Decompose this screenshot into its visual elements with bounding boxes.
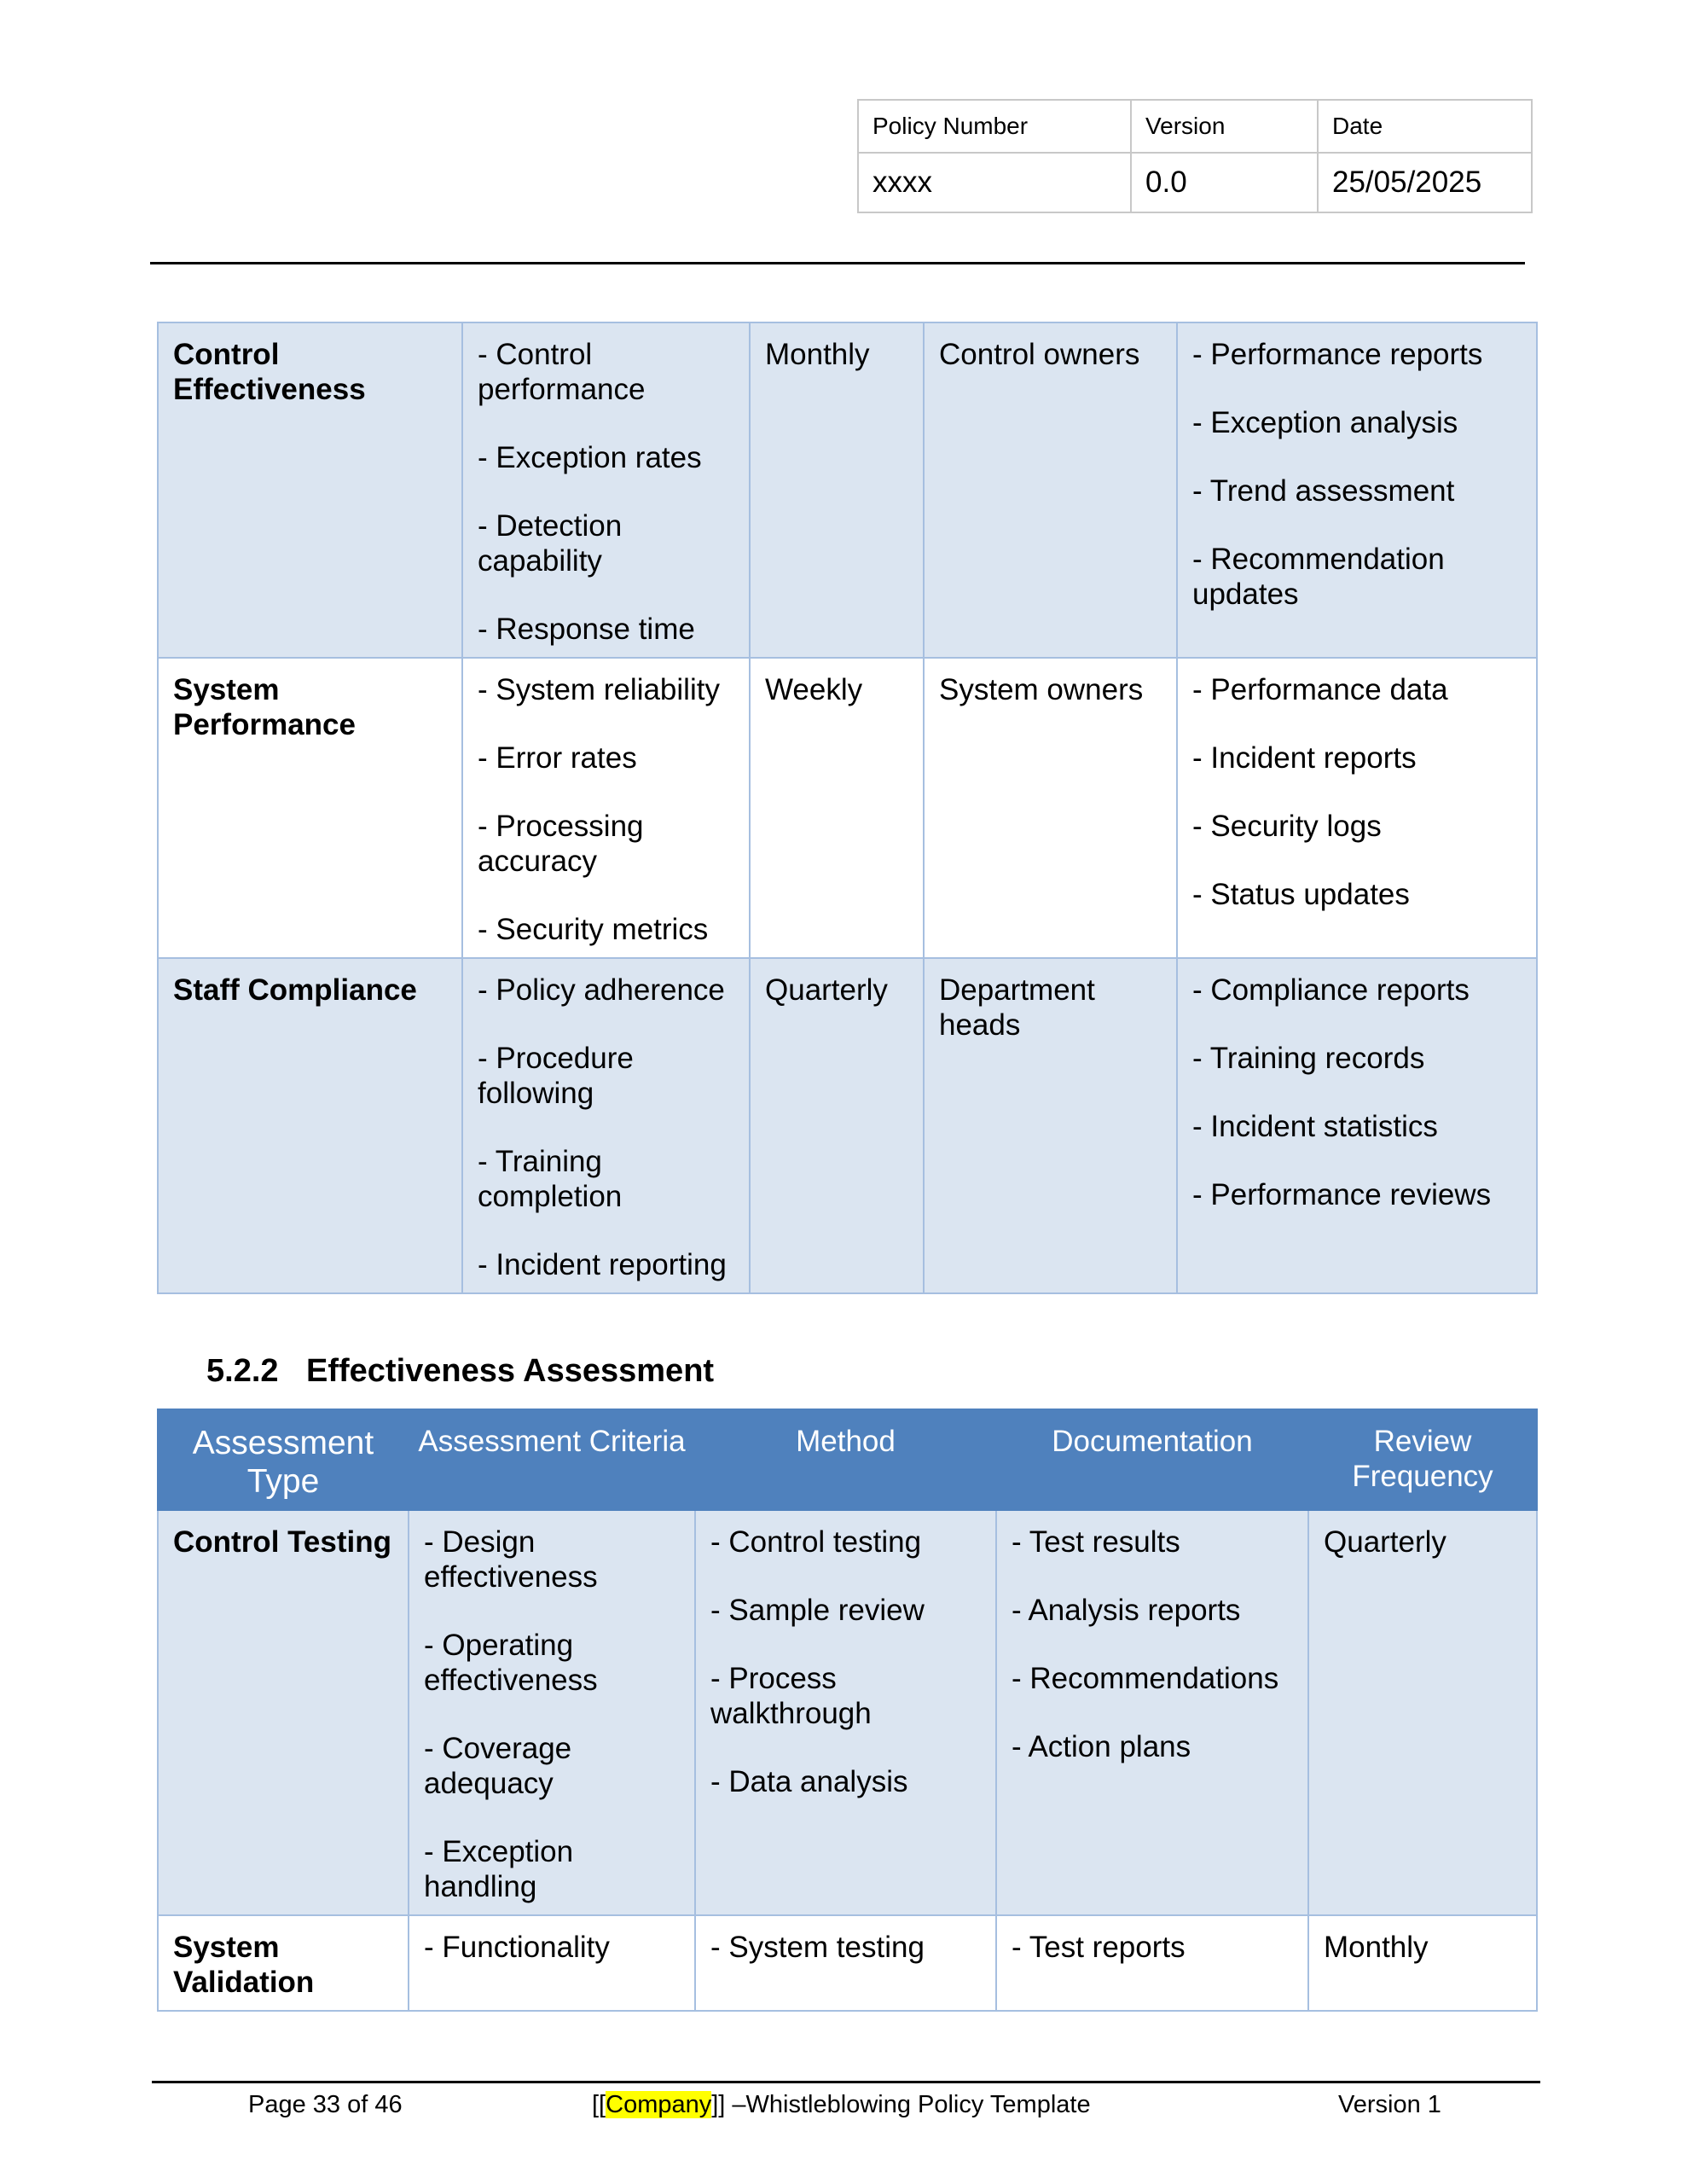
list-item: - Training completion	[478, 1145, 623, 1213]
list-item: - Test results	[1012, 1525, 1180, 1559]
footer-title-prefix: [[	[592, 2091, 606, 2118]
table-row	[158, 658, 1537, 958]
assessment-type: System Validation	[158, 1915, 409, 2011]
list-item: - Design effectiveness	[424, 1525, 598, 1594]
list-item: - Exception analysis	[1192, 406, 1458, 439]
version-label: Version	[1131, 100, 1318, 153]
document-meta-table	[857, 99, 1533, 213]
review-frequency-cell: Monthly	[1308, 1915, 1537, 2011]
company-placeholder: Company	[606, 2091, 712, 2118]
documentation-cell	[996, 1510, 1308, 1915]
list-item: - Incident reports	[1192, 741, 1417, 775]
assessment-table	[157, 1409, 1538, 2012]
list-item: - Security logs	[1192, 810, 1382, 843]
list-item: - Response time	[478, 613, 695, 646]
version-value: 0.0	[1131, 153, 1318, 212]
list-item: - Training records	[1192, 1042, 1425, 1075]
method-cell	[695, 1915, 996, 2011]
list-item: - Status updates	[1192, 878, 1410, 911]
list-item: - Sample review	[710, 1594, 925, 1627]
list-item: - Compliance reports	[1192, 973, 1470, 1007]
list-item: - Control testing	[710, 1525, 922, 1559]
outputs-cell	[1177, 958, 1537, 1293]
list-item: - Trend assessment	[1192, 474, 1455, 508]
list-item: - Processing accuracy	[478, 810, 644, 878]
header-divider	[150, 262, 1525, 264]
section-title: Effectiveness Assessment	[306, 1353, 715, 1389]
monitoring-area: Control Effectiveness	[158, 322, 462, 658]
outputs-cell	[1177, 658, 1537, 958]
list-item: - Operating effectiveness	[424, 1629, 598, 1697]
list-item: - Action plans	[1012, 1730, 1191, 1763]
section-number: 5.2.2	[206, 1353, 279, 1389]
footer-document-title	[592, 2091, 1091, 2119]
footer-page-number: Page 33 of 46	[248, 2091, 403, 2118]
table-row	[158, 1915, 1537, 2011]
frequency-cell: Weekly	[750, 658, 924, 958]
date-value: 25/05/2025	[1318, 153, 1532, 212]
documentation-cell	[996, 1915, 1308, 2011]
list-item: - Functionality	[424, 1931, 610, 1964]
footer-title-suffix: ]] –Whistleblowing Policy Template	[711, 2091, 1091, 2118]
column-header: Review Frequency	[1308, 1409, 1537, 1510]
responsible-cell: System owners	[924, 658, 1177, 958]
table-row	[158, 958, 1537, 1293]
monitoring-area: System Performance	[158, 658, 462, 958]
footer-version: Version 1	[1338, 2091, 1441, 2118]
list-item: - System testing	[710, 1931, 925, 1964]
metrics-cell	[462, 322, 750, 658]
column-header: Assessment Criteria	[409, 1409, 695, 1510]
table-row	[158, 322, 1537, 658]
list-item: - Detection capability	[478, 509, 623, 578]
list-item: - Performance data	[1192, 673, 1448, 706]
list-item: - Exception handling	[424, 1835, 574, 1903]
list-item: - Process walkthrough	[710, 1662, 872, 1730]
review-frequency-cell: Quarterly	[1308, 1510, 1537, 1915]
list-item: - Data analysis	[710, 1765, 908, 1798]
responsible-cell: Department heads	[924, 958, 1177, 1293]
metrics-cell	[462, 658, 750, 958]
list-item: - Policy adherence	[478, 973, 725, 1007]
policy-number-label: Policy Number	[858, 100, 1131, 153]
list-item: - Performance reports	[1192, 338, 1483, 371]
table-header-row	[158, 1409, 1537, 1510]
column-header: Assessment Type	[158, 1409, 409, 1510]
list-item: - Control performance	[478, 338, 646, 406]
monitoring-area: Staff Compliance	[158, 958, 462, 1293]
list-item: - Recommendation updates	[1192, 543, 1445, 611]
monitoring-table	[157, 322, 1538, 1294]
criteria-cell	[409, 1510, 695, 1915]
list-item: - Exception rates	[478, 441, 702, 474]
outputs-cell	[1177, 322, 1537, 658]
list-item: - Incident reporting	[478, 1248, 727, 1281]
list-item: - Recommendations	[1012, 1662, 1279, 1695]
table-row	[158, 1510, 1537, 1915]
assessment-type: Control Testing	[158, 1510, 409, 1915]
frequency-cell: Quarterly	[750, 958, 924, 1293]
frequency-cell: Monthly	[750, 322, 924, 658]
footer-divider	[152, 2081, 1540, 2083]
section-heading	[206, 1353, 714, 1390]
list-item: - Coverage adequacy	[424, 1732, 572, 1800]
column-header: Method	[695, 1409, 996, 1510]
method-cell	[695, 1510, 996, 1915]
list-item: - Procedure following	[478, 1042, 634, 1110]
list-item: - Performance reviews	[1192, 1178, 1492, 1211]
column-header: Documentation	[996, 1409, 1308, 1510]
list-item: - Test reports	[1012, 1931, 1186, 1964]
list-item: - Security metrics	[478, 913, 709, 946]
list-item: - System reliability	[478, 673, 720, 706]
list-item: - Analysis reports	[1012, 1594, 1241, 1627]
date-label: Date	[1318, 100, 1532, 153]
list-item: - Incident statistics	[1192, 1110, 1438, 1143]
criteria-cell	[409, 1915, 695, 2011]
metrics-cell	[462, 958, 750, 1293]
policy-number-value: xxxx	[858, 153, 1131, 212]
responsible-cell: Control owners	[924, 322, 1177, 658]
list-item: - Error rates	[478, 741, 637, 775]
